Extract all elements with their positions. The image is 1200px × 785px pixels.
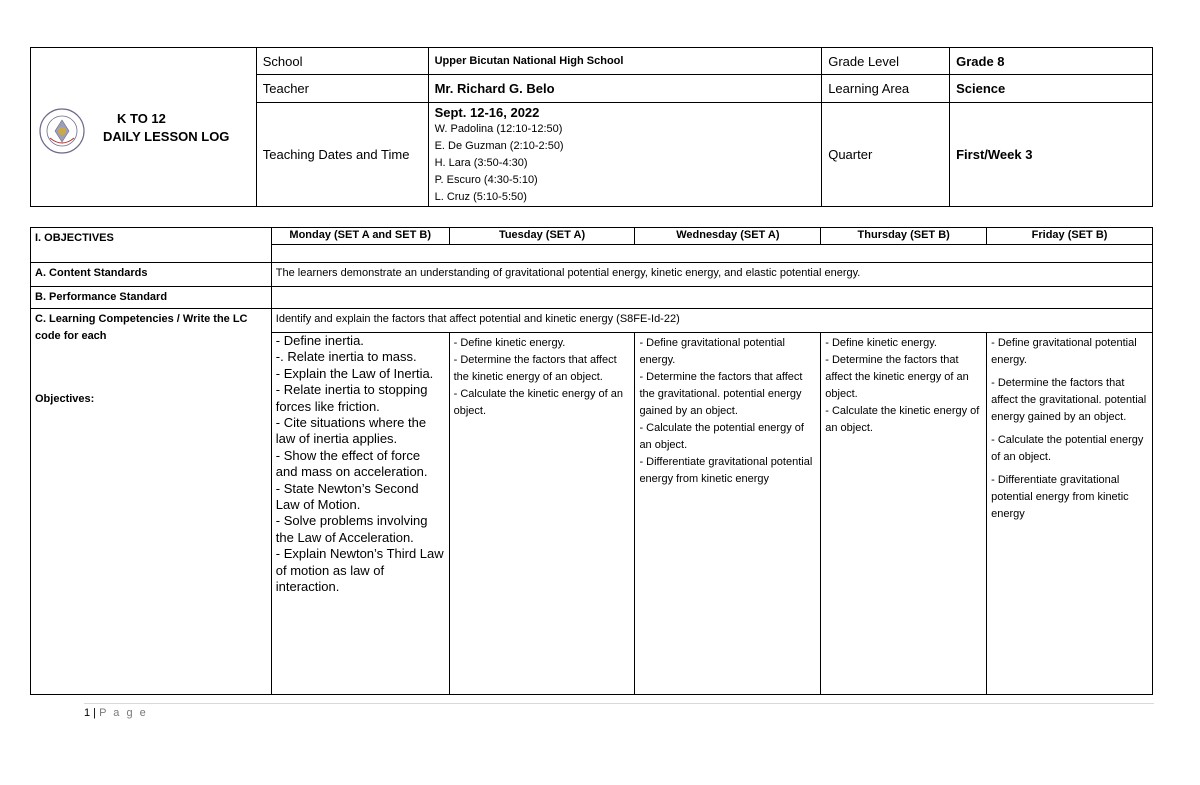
list-item: - Define kinetic energy.	[825, 337, 937, 349]
tuesday-objectives	[449, 333, 635, 695]
teacher-schedule: E. De Guzman (2:10-2:50)	[434, 140, 564, 152]
list-item: - Calculate the potential energy of an object.	[639, 422, 804, 451]
page-word: P a g e	[99, 707, 148, 719]
quarter-label: Quarter	[822, 103, 950, 207]
list-item: - Determine the factors that affect the gravitational. potential energy gained by an object.	[991, 377, 1147, 423]
list-item: - Define gravitational potential energy.	[639, 337, 785, 366]
competency-text: Identify and explain the factors that affect potential and kinetic energy (S8FE-Id-22)	[271, 309, 1152, 333]
performance-standard-label: B. Performance Standard	[31, 287, 272, 309]
list-item: - Cite situations where the law of inertia applies.	[275, 415, 427, 447]
list-item: - Solve problems involving the Law of Acceleration.	[275, 513, 428, 545]
dates-head: Sept. 12-16, 2022	[434, 105, 540, 120]
objectives-heading: I. OBJECTIVES	[31, 228, 272, 263]
list-item: - Define gravitational potential energy.	[991, 337, 1137, 366]
list-item: - Differentiate gravitational potential energy from kinetic energy	[991, 474, 1129, 520]
performance-standard-text	[271, 287, 1152, 309]
competencies-cell	[31, 309, 272, 695]
title-line-2: DAILY LESSON LOG	[103, 129, 230, 144]
list-item: - Calculate the kinetic energy of an object.	[825, 405, 980, 434]
list-item: - Differentiate gravitational potential energy from kinetic energy	[639, 456, 813, 485]
content-standards-label: A. Content Standards	[31, 263, 272, 287]
teacher-schedule: L. Cruz (5:10-5:50)	[434, 191, 527, 203]
list-item: - Relate inertia to stopping forces like friction.	[275, 382, 428, 414]
day-header: Monday (SET A and SET B)	[271, 228, 449, 245]
content-standards-text: The learners demonstrate an understanding of gravitational potential energy, kinetic energy, and elastic potential energy.	[271, 263, 1152, 287]
area-value: Science	[950, 75, 1153, 103]
teacher-schedule: P. Escuro (4:30-5:10)	[434, 174, 538, 186]
teacher-label: Teacher	[256, 75, 428, 103]
list-item: - Determine the factors that affect the kinetic energy of an object.	[825, 354, 969, 400]
list-item: - Define kinetic energy.	[453, 337, 566, 349]
lesson-header-table	[30, 47, 1153, 207]
page-footer	[84, 707, 148, 719]
friday-objectives	[987, 333, 1153, 695]
day-header: Friday (SET B)	[987, 228, 1153, 245]
day-header: Thursday (SET B)	[821, 228, 987, 245]
dates-cell	[428, 103, 822, 207]
list-item: - Calculate the potential energy of an object.	[991, 434, 1144, 463]
page-number: 1	[84, 707, 91, 719]
monday-objectives	[271, 333, 449, 695]
list-item: - Explain the Law of Inertia.	[275, 365, 434, 381]
title-line-1: K TO 12	[117, 111, 166, 126]
logo-title-cell	[31, 48, 257, 207]
grade-value: Grade 8	[950, 48, 1153, 75]
list-item: - Determine the factors that affect the gravitational. potential energy gained by an object.	[639, 371, 803, 417]
quarter-value: First/Week 3	[950, 103, 1153, 207]
list-item: - Determine the factors that affect the kinetic energy of an object.	[453, 354, 617, 383]
page-separator: |	[90, 707, 100, 719]
list-item: -. Relate inertia to mass.	[275, 349, 417, 365]
day-header: Wednesday (SET A)	[635, 228, 821, 245]
objectives-table	[30, 227, 1153, 695]
list-item: - Explain Newton’s Third Law of motion as law of interaction.	[275, 546, 444, 595]
thursday-objectives	[821, 333, 987, 695]
footer-divider	[84, 703, 1154, 704]
wednesday-objectives	[635, 333, 821, 695]
grade-label: Grade Level	[822, 48, 950, 75]
teacher-value: Mr. Richard G. Belo	[428, 75, 822, 103]
teacher-schedule: W. Padolina (12:10-12:50)	[434, 123, 563, 135]
teacher-schedule: H. Lara (3:50-4:30)	[434, 157, 528, 169]
competencies-label: C. Learning Competencies / Write the LC code for each	[35, 313, 248, 342]
list-item: - Define inertia.	[275, 333, 364, 348]
list-item: - State Newton’s Second Law of Motion.	[275, 480, 419, 513]
list-item: - Calculate the kinetic energy of an object.	[453, 388, 623, 417]
school-value: Upper Bicutan National High School	[428, 48, 822, 75]
deped-seal-icon	[39, 108, 85, 154]
school-label: School	[256, 48, 428, 75]
objectives-label: Objectives:	[35, 393, 95, 405]
day-header: Tuesday (SET A)	[449, 228, 635, 245]
list-item: - Show the effect of force and mass on acceleration.	[275, 447, 428, 480]
area-label: Learning Area	[822, 75, 950, 103]
empty-row	[271, 245, 1152, 263]
dates-label: Teaching Dates and Time	[256, 103, 428, 207]
